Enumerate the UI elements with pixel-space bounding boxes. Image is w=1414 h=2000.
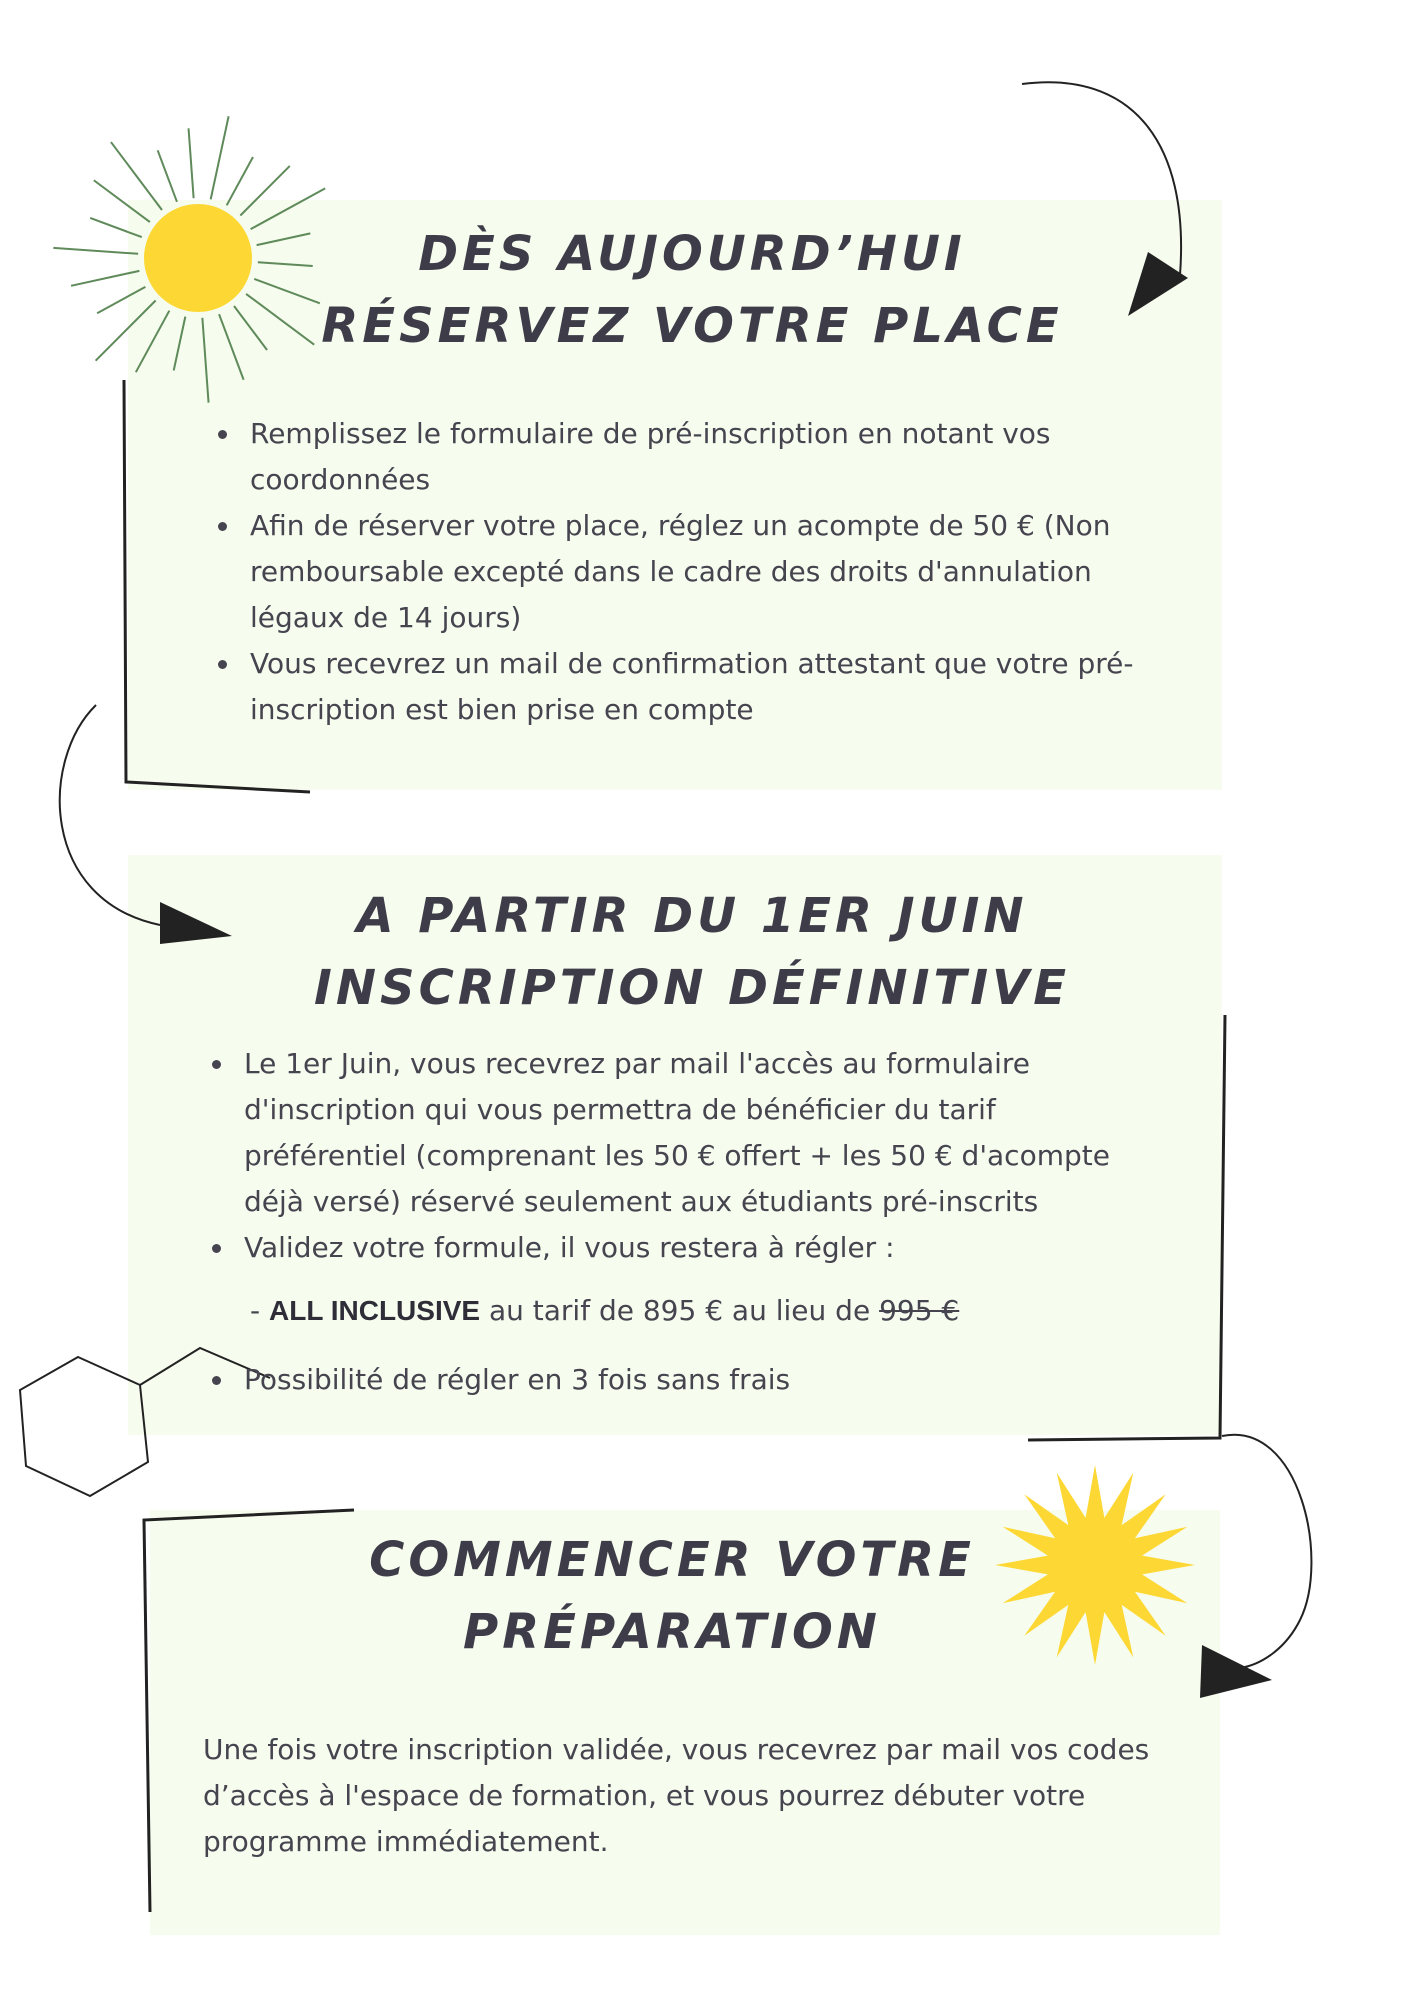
sun-ray — [71, 271, 139, 286]
section3-paragraph: Une fois votre inscription validée, vous recevrez par mail vos codes d’accès à l'espace de formation, et vous pourrez débuter votre programme immédiatement. — [203, 1733, 1150, 1858]
sun-ray — [240, 166, 289, 216]
list-item: Remplissez le formulaire de pré-inscription en notant vos coordonnées — [214, 411, 1144, 503]
section1-title-line2: RÉSERVEZ VOTRE PLACE — [321, 298, 1063, 354]
curved-arrow-icon — [60, 705, 232, 944]
sun-ray — [219, 314, 244, 380]
sun-ray — [94, 180, 150, 222]
sun-ray — [189, 128, 194, 198]
section2-bullet-list — [208, 1041, 1148, 1271]
price-text: au tarif de 895 € au lieu de — [480, 1294, 880, 1327]
section3-title-line1: COMMENCER VOTRE — [369, 1532, 975, 1588]
sun-ray — [211, 116, 229, 199]
sun-ray — [202, 318, 208, 403]
sun-ray — [90, 218, 142, 237]
sun-ray — [174, 317, 186, 371]
section3-title — [330, 1524, 1014, 1668]
section1-title — [300, 218, 1084, 362]
sun-ray — [234, 306, 267, 350]
starburst-sun-icon — [995, 1465, 1195, 1665]
section2-last-bullet — [208, 1357, 1148, 1403]
list-item: Afin de réserver votre place, réglez un acompte de 50 € (Non remboursable excepté dans le cadre des droits d'annulation légaux de 14 jours) — [214, 503, 1144, 641]
section1-bullet-list — [214, 411, 1144, 733]
list-item: Possibilité de régler en 3 fois sans frais — [208, 1357, 1148, 1403]
section2-title-line2: INSCRIPTION DÉFINITIVE — [314, 960, 1070, 1016]
section2-title-line1: A PARTIR DU 1ER JUIN — [356, 888, 1028, 944]
old-price: 995 € — [879, 1294, 960, 1327]
formula-name: ALL INCLUSIVE — [269, 1295, 481, 1326]
price-line — [250, 1288, 959, 1334]
section2-title — [300, 880, 1084, 1024]
sun-ray — [227, 157, 253, 205]
price-prefix: - — [250, 1294, 270, 1327]
curved-arrow-icon — [1200, 1435, 1311, 1698]
sun-ray — [136, 311, 169, 372]
list-item: Vous recevrez un mail de confirmation attestant que votre pré-inscription est bien prise en compte — [214, 641, 1144, 733]
section1-title-line1: DÈS AUJOURD’HUI — [418, 226, 966, 282]
sun-ray — [158, 150, 177, 202]
list-item: Le 1er Juin, vous recevrez par mail l'accès au formulaire d'inscription qui vous permettra de bénéficier du tarif préférentiel (comprenant les 50 € offert + les 50 € d'acompte déjà versé) réservé seulement aux étudiants pré-inscrits — [208, 1041, 1148, 1225]
sun-ray — [97, 287, 145, 313]
sun-icon — [53, 116, 325, 402]
sun-ray — [53, 248, 138, 254]
list-item: Validez votre formule, il vous restera à régler : — [208, 1225, 1148, 1271]
section3-title-line2: PRÉPARATION — [463, 1604, 881, 1660]
